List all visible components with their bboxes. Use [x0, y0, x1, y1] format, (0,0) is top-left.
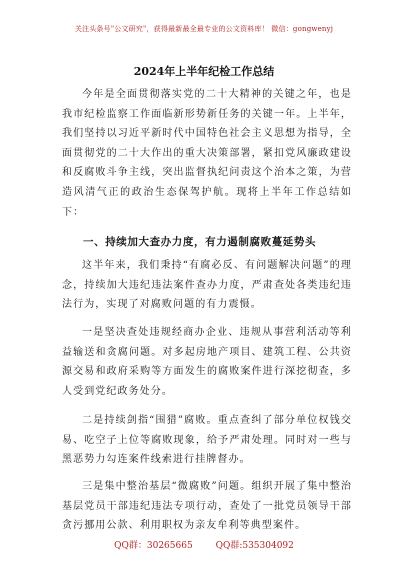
- point-1-paragraph: 一是坚决查处违规经商办企业、违规从事营利活动等利益输送和贪腐问题。对多起房地产项目、建筑工程、公共资源交易和政府采购等方面发生的腐败案件进行深挖彻查，多人受到党纪政务处分。: [62, 327, 352, 397]
- document-title: 2024年上半年纪检工作总结: [133, 65, 275, 78]
- point-3-paragraph: 三是集中整治基层“微腐败”问题。组织开展了集中整治基层党员干部违纪违法专项行动，查处了一批党员领导干部贪污挪用公款、利用职权为亲友牟利等典型案件。: [62, 481, 352, 532]
- section1-intro-paragraph: 这半年来，我们秉持“有腐必反、有问题解决问题”的理念，持续加大违纪违法案件查办力度，严肃查处各类违纪违法行为，实现了对腐败问题的有力震慑。: [62, 260, 352, 311]
- footer-qq-group-1: QQ群：30265665: [114, 541, 193, 551]
- footer-qq-group-2: QQ群:535304092: [215, 541, 294, 551]
- point-2-paragraph: 二是持续剑指“围猎”腐败。重点查纠了部分单位权钱交易、吃空子上位等腐败现象，给予严肃处理。同时对一些与黑恶势力勾连案件线索进行挂牌督办。: [62, 415, 352, 466]
- intro-paragraph: 今年是全面贯彻落实党的二十大精神的关键之年，也是我市纪检监察工作面临新形势新任务的关键一年。上半年，我们坚持以习近平新时代中国特色社会主义思想为指导，全面贯彻党的二十大作出的重大决策部署，紧扣党风廉政建设和反腐败斗争主线，突出监督执纪问责这个治本之策，为营造风清气正的政治生态保驾护航。现将上半年工作总结如下：: [62, 89, 352, 218]
- section-heading-1: 一、持续加大查办力度，有力遏制腐败蔓延势头: [83, 236, 317, 248]
- header-promo-note: 关注头条号"公文研究"，获得最新最全最专业的公文资料库！ 微信：gongwenyj: [74, 25, 334, 33]
- footer-qq-groups: [0, 538, 408, 551]
